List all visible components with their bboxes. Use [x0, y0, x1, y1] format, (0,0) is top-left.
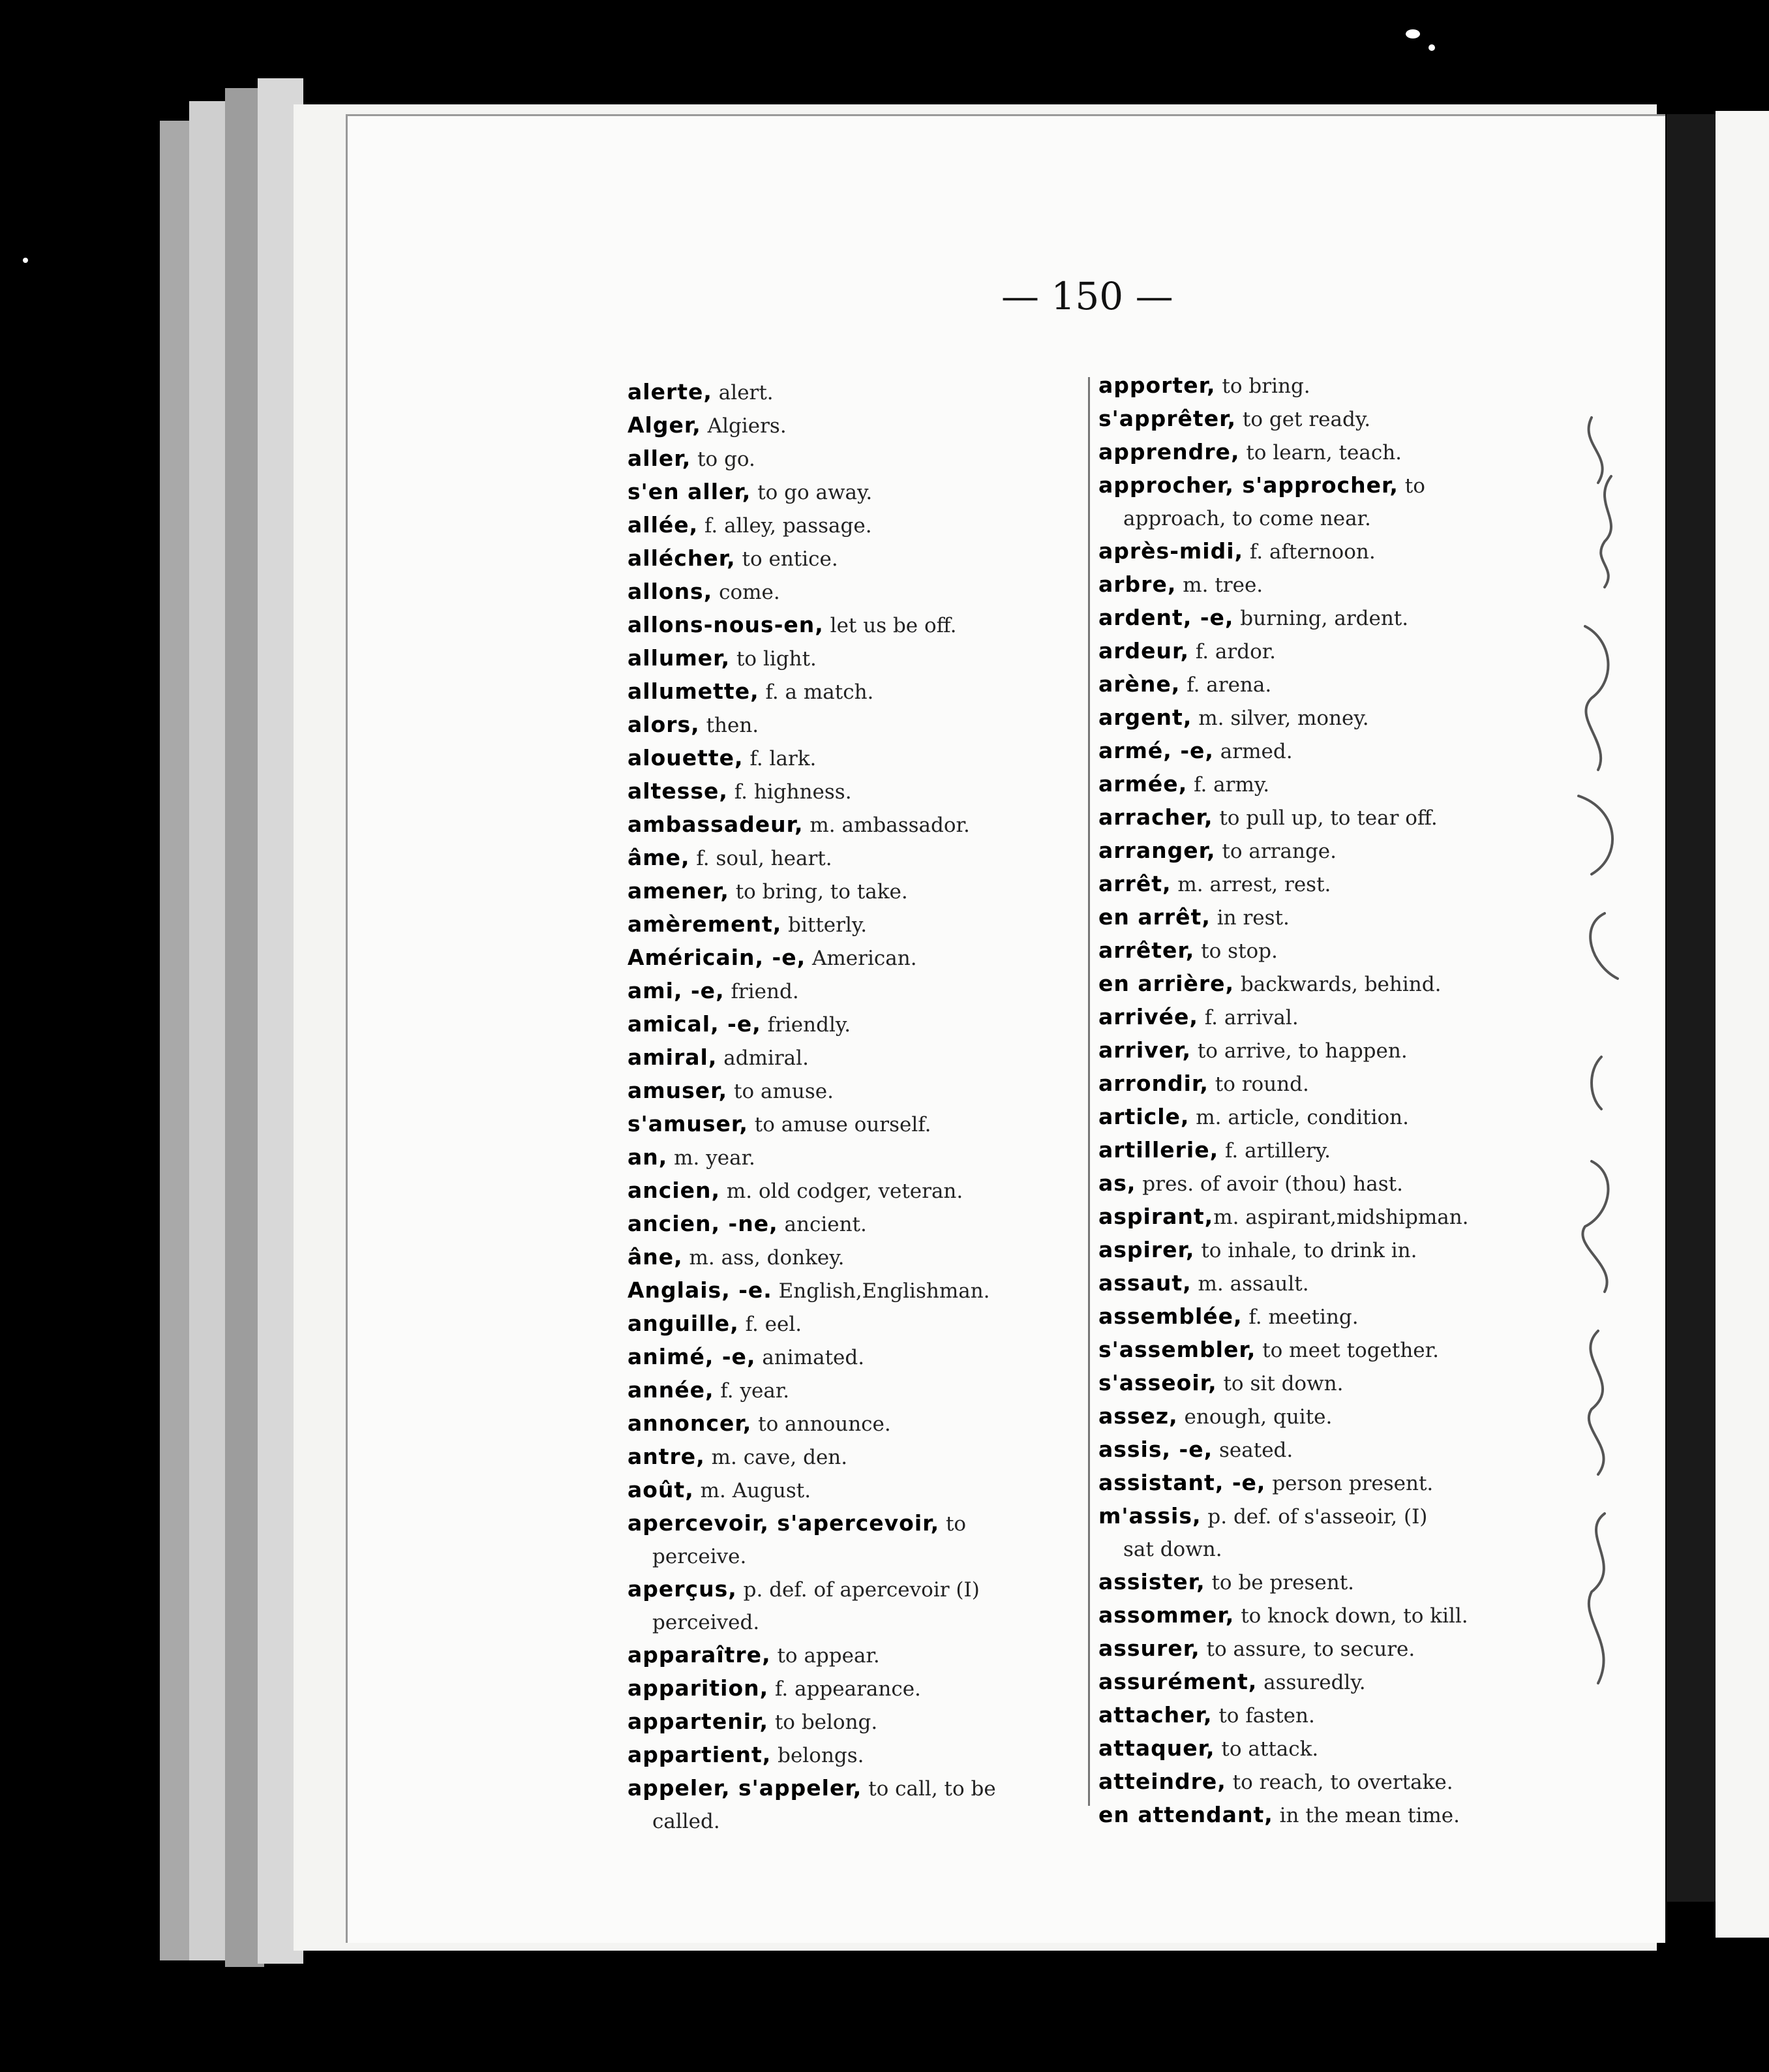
dictionary-entry [1098, 469, 1581, 502]
dictionary-entry [1098, 1533, 1581, 1566]
dictionary-entry [1098, 967, 1581, 1001]
entry-headword: assaut, [1098, 1270, 1192, 1296]
dictionary-entry [627, 875, 1084, 908]
entry-headword: arriver, [1098, 1037, 1191, 1063]
entry-headword: arène, [1098, 671, 1181, 697]
dictionary-entry [627, 1540, 1084, 1573]
entry-definition: to pull up, to tear off. [1213, 806, 1438, 830]
entry-definition: m. article, condition. [1189, 1106, 1409, 1129]
entry-headword: attaquer, [1098, 1735, 1215, 1761]
entry-definition: seated. [1213, 1439, 1293, 1462]
entry-headword: arbre, [1098, 571, 1177, 597]
entry-headword: assister, [1098, 1569, 1205, 1594]
dictionary-entry [627, 1705, 1084, 1739]
facing-page-edge [1716, 111, 1769, 1938]
dictionary-entry [1098, 1200, 1581, 1234]
dictionary-entry [1098, 934, 1581, 967]
dictionary-entry [1098, 668, 1581, 701]
entry-definition: burning, ardent. [1233, 607, 1409, 630]
entry-headword: apercevoir, s'apercevoir, [627, 1510, 940, 1536]
dictionary-entry [627, 941, 1084, 975]
dictionary-entry [627, 376, 1084, 409]
dictionary-entry [627, 1573, 1084, 1606]
dictionary-entry [627, 1474, 1084, 1507]
book-gutter [1667, 114, 1716, 1902]
entry-headword: en attendant, [1098, 1802, 1273, 1827]
entry-definition: m. assault. [1191, 1272, 1309, 1296]
entry-definition: f. soul, heart. [689, 847, 832, 870]
dictionary-entry [1098, 602, 1581, 635]
entry-headword: apporter, [1098, 373, 1216, 398]
entry-headword: allée, [627, 512, 699, 538]
dictionary-entry [627, 1241, 1084, 1274]
entry-headword: allumette, [627, 678, 759, 704]
entry-definition: m. ass, donkey. [682, 1246, 845, 1270]
entry-headword: assurer, [1098, 1636, 1200, 1661]
dictionary-entry [1098, 635, 1581, 668]
entry-definition: to inhale, to drink in. [1194, 1239, 1417, 1262]
entry-headword: août, [627, 1477, 694, 1502]
entry-definition: to amuse. [727, 1080, 834, 1103]
entry-headword: arrêt, [1098, 871, 1172, 896]
dictionary-entry [627, 1008, 1084, 1041]
entry-headword: aller, [627, 446, 691, 471]
dictionary-entry [1098, 735, 1581, 768]
entry-definition: ancient. [778, 1213, 867, 1236]
entry-headword: amical, -e, [627, 1011, 761, 1037]
entry-definition: to sit down. [1217, 1372, 1344, 1395]
entry-definition: come. [712, 581, 780, 604]
entry-definition: armed. [1213, 740, 1293, 763]
dictionary-entry [1098, 1367, 1581, 1400]
entry-headword: ardeur, [1098, 638, 1189, 663]
dictionary-entry [1098, 801, 1581, 834]
entry-headword: allécher, [627, 545, 736, 571]
dictionary-entry [627, 1374, 1084, 1407]
dictionary-entry [1098, 568, 1581, 602]
dictionary-entry [1098, 1500, 1581, 1533]
entry-definition: pres. of avoir (thou) hast. [1136, 1172, 1403, 1196]
entry-headword: ambassadeur, [627, 812, 804, 837]
entry-definition: f. ardor. [1189, 640, 1277, 663]
entry-definition: to [1398, 474, 1425, 498]
entry-definition: to reach, to overtake. [1226, 1771, 1453, 1794]
entry-definition: to bring. [1215, 374, 1310, 398]
entry-headword: atteindre, [1098, 1769, 1226, 1794]
entry-headword: Alger, [627, 412, 701, 438]
entry-definition: in rest. [1210, 906, 1290, 930]
entry-headword: en arrêt, [1098, 904, 1211, 930]
dictionary-entry [1098, 1134, 1581, 1167]
column-divider [1088, 377, 1090, 1806]
entry-headword: alerte, [627, 379, 712, 404]
entry-definition: f. army. [1187, 773, 1270, 797]
dictionary-entry [1098, 1566, 1581, 1599]
dictionary-entry [1098, 1732, 1581, 1765]
dictionary-entry [1098, 1167, 1581, 1200]
entry-definition: to arrive, to happen. [1190, 1039, 1408, 1063]
dictionary-entry [1098, 868, 1581, 901]
entry-definition: friend. [724, 980, 799, 1003]
entry-headword: s'amuser, [627, 1111, 748, 1136]
dictionary-entry [1098, 403, 1581, 436]
entry-headword: armée, [1098, 771, 1188, 797]
entry-headword: s'assembler, [1098, 1337, 1256, 1362]
entry-definition: backwards, behind. [1234, 973, 1442, 996]
entry-headword: attacher, [1098, 1702, 1213, 1728]
entry-headword: amuser, [627, 1078, 728, 1103]
dictionary-entry [627, 1141, 1084, 1174]
dictionary-entry [1098, 701, 1581, 735]
dictionary-entry [627, 609, 1084, 642]
entry-definition: to attack. [1215, 1737, 1319, 1761]
entry-definition: to go. [691, 448, 755, 471]
entry-headword: Américain, -e, [627, 945, 806, 970]
dictionary-entry [627, 1805, 1084, 1838]
dictionary-entry [1098, 1765, 1581, 1799]
entry-headword: appartient, [627, 1742, 772, 1767]
entry-headword: ami, -e, [627, 978, 725, 1003]
entry-definition: to entice. [735, 547, 838, 571]
entry-definition: person present. [1265, 1472, 1434, 1495]
entry-headword: aspirant, [1098, 1204, 1214, 1229]
right-column [1098, 369, 1581, 1832]
entry-definition: to go away. [751, 481, 873, 504]
entry-headword: aspirer, [1098, 1237, 1195, 1262]
dictionary-entry [1098, 369, 1581, 403]
dictionary-entry [1098, 768, 1581, 801]
entry-headword: ancien, [627, 1178, 721, 1203]
entry-definition: m. aspirant,midshipman. [1213, 1206, 1469, 1229]
entry-definition: called. [652, 1810, 720, 1833]
entry-definition: to amuse ourself. [748, 1113, 931, 1136]
entry-definition: m. year. [667, 1146, 755, 1170]
entry-definition: to bring, to take. [729, 880, 908, 904]
dictionary-entry [627, 1507, 1084, 1540]
entry-headword: armé, -e, [1098, 738, 1214, 763]
dictionary-entry [627, 1639, 1084, 1672]
entry-definition: m. silver, money. [1192, 707, 1369, 730]
left-column [627, 376, 1084, 1838]
entry-headword: arrivée, [1098, 1004, 1198, 1029]
entry-headword: animé, -e, [627, 1344, 756, 1369]
dictionary-entry [1098, 1632, 1581, 1666]
dictionary-entry [1098, 1799, 1581, 1832]
dictionary-entry [1098, 834, 1581, 868]
entry-definition: Algiers. [701, 414, 787, 438]
entry-headword: après-midi, [1098, 538, 1244, 564]
entry-headword: assez, [1098, 1403, 1178, 1429]
entry-definition: m. cave, den. [704, 1446, 848, 1469]
entry-definition: perceived. [652, 1611, 760, 1634]
entry-definition: f. alley, passage. [698, 514, 872, 538]
dictionary-entry [627, 708, 1084, 742]
dictionary-entry [1098, 502, 1581, 535]
entry-definition: p. def. of apercevoir (I) [736, 1578, 980, 1602]
dictionary-entry [627, 476, 1084, 509]
entry-headword: approcher, s'approcher, [1098, 472, 1399, 498]
dictionary-entry [627, 1672, 1084, 1705]
entry-definition: m. August. [693, 1479, 811, 1502]
entry-headword: argent, [1098, 705, 1192, 730]
entry-definition: f. appearance. [768, 1677, 921, 1701]
dictionary-entry [627, 1440, 1084, 1474]
dictionary-entry [1098, 1699, 1581, 1732]
entry-definition: to belong. [768, 1711, 878, 1734]
entry-definition: to round. [1208, 1073, 1309, 1096]
entry-headword: arrondir, [1098, 1071, 1209, 1096]
dictionary-entry [1098, 1300, 1581, 1333]
entry-headword: aperçus, [627, 1576, 737, 1602]
entry-definition: to announce. [751, 1412, 891, 1436]
dictionary-entry [627, 775, 1084, 808]
dictionary-entry [627, 409, 1084, 442]
entry-headword: anguille, [627, 1311, 739, 1336]
entry-headword: s'en aller, [627, 479, 751, 504]
entry-headword: altesse, [627, 778, 728, 804]
entry-definition: f. eel. [738, 1313, 802, 1336]
entry-headword: appeler, s'appeler, [627, 1775, 862, 1801]
dictionary-entry [1098, 436, 1581, 469]
entry-definition: f. a match. [759, 680, 874, 704]
entry-definition: f. meeting. [1242, 1305, 1359, 1329]
entry-definition: admiral. [717, 1046, 809, 1070]
dictionary-entry [1098, 1400, 1581, 1433]
dictionary-entry [1098, 1001, 1581, 1034]
entry-definition: f. arena. [1180, 673, 1272, 697]
entry-definition: m. tree. [1176, 573, 1263, 597]
entry-definition: bitterly. [781, 913, 868, 937]
scan-speck [23, 258, 28, 263]
scan-speck [1429, 44, 1435, 51]
entry-definition: to light. [730, 647, 817, 671]
entry-headword: assurément, [1098, 1669, 1258, 1694]
dictionary-entry [627, 1208, 1084, 1241]
dictionary-entry [627, 1307, 1084, 1341]
dictionary-entry [627, 442, 1084, 476]
entry-definition: to [939, 1512, 967, 1536]
dictionary-entry [627, 675, 1084, 708]
dictionary-entry [1098, 1101, 1581, 1134]
entry-definition: to meet together. [1256, 1339, 1439, 1362]
dictionary-entry [627, 1174, 1084, 1208]
entry-headword: en arrière, [1098, 971, 1235, 996]
entry-definition: f. highness. [727, 780, 852, 804]
entry-headword: alouette, [627, 745, 744, 770]
entry-definition: friendly. [761, 1013, 851, 1037]
entry-headword: allons, [627, 579, 713, 604]
entry-headword: amener, [627, 878, 729, 904]
entry-headword: an, [627, 1144, 668, 1170]
entry-definition: belongs. [771, 1744, 864, 1767]
entry-definition: English,Englishman. [772, 1279, 990, 1303]
entry-definition: to arrange. [1215, 840, 1337, 863]
scan-speck [1406, 29, 1420, 38]
entry-headword: alors, [627, 712, 700, 737]
entry-headword: antre, [627, 1444, 705, 1469]
dictionary-entry [627, 842, 1084, 875]
entry-definition: m. old codger, veteran. [720, 1180, 963, 1203]
dictionary-entry [627, 1407, 1084, 1440]
entry-headword: année, [627, 1377, 714, 1403]
dictionary-entry [1098, 1467, 1581, 1500]
entry-definition: f. year. [714, 1379, 790, 1403]
entry-definition: American. [806, 947, 917, 970]
dictionary-entry [627, 1772, 1084, 1805]
entry-definition: f. lark. [743, 747, 817, 770]
dictionary-entry [627, 575, 1084, 609]
entry-definition: to learn, teach. [1239, 441, 1402, 465]
entry-headword: artillerie, [1098, 1137, 1219, 1163]
entry-definition: animated. [755, 1346, 865, 1369]
entry-definition: f. arrival. [1198, 1006, 1299, 1029]
entry-definition: to fasten. [1212, 1704, 1315, 1728]
entry-definition: to get ready. [1236, 408, 1371, 431]
entry-headword: apparition, [627, 1675, 769, 1701]
dictionary-entry [627, 1074, 1084, 1108]
dictionary-entry [1098, 1067, 1581, 1101]
entry-headword: Anglais, -e. [627, 1277, 772, 1303]
entry-headword: article, [1098, 1104, 1190, 1129]
handwritten-note [1552, 404, 1650, 1735]
dictionary-entry [1098, 1234, 1581, 1267]
dictionary-entry [627, 1041, 1084, 1074]
entry-definition: p. def. of s'asseoir, (I) [1201, 1505, 1428, 1529]
dictionary-entry [1098, 1433, 1581, 1467]
entry-definition: perceive. [652, 1545, 747, 1568]
entry-definition: m. arrest, rest. [1171, 873, 1331, 896]
entry-headword: s'apprêter, [1098, 406, 1237, 431]
entry-headword: assistant, -e, [1098, 1470, 1266, 1495]
entry-headword: allons-nous-en, [627, 612, 824, 637]
dictionary-entry [1098, 535, 1581, 568]
dictionary-entry [627, 642, 1084, 675]
dictionary-entry [627, 1606, 1084, 1639]
dictionary-entry [1098, 901, 1581, 934]
entry-definition: to assure, to secure. [1200, 1638, 1415, 1661]
entry-definition: in the mean time. [1273, 1804, 1460, 1827]
dictionary-entry [627, 542, 1084, 575]
entry-headword: assemblée, [1098, 1303, 1243, 1329]
entry-definition: f. artillery. [1218, 1139, 1331, 1163]
dictionary-entry [627, 1739, 1084, 1772]
dictionary-entry [1098, 1333, 1581, 1367]
dictionary-entry [627, 742, 1084, 775]
dictionary-entry [1098, 1267, 1581, 1300]
entry-definition: enough, quite. [1177, 1405, 1333, 1429]
entry-headword: as, [1098, 1170, 1136, 1196]
entry-definition: to be present. [1205, 1571, 1355, 1594]
entry-definition: let us be off. [823, 614, 957, 637]
entry-headword: arranger, [1098, 838, 1216, 863]
entry-definition: approach, to come near. [1123, 507, 1371, 530]
entry-definition: to call, to be [862, 1777, 996, 1801]
entry-definition: sat down. [1123, 1538, 1222, 1561]
entry-headword: arracher, [1098, 804, 1213, 830]
entry-headword: appartenir, [627, 1709, 768, 1734]
entry-definition: f. afternoon. [1243, 540, 1376, 564]
entry-headword: allumer, [627, 645, 731, 671]
entry-definition: then. [699, 714, 759, 737]
entry-definition: assuredly. [1257, 1671, 1366, 1694]
entry-headword: assis, -e, [1098, 1437, 1213, 1462]
entry-headword: apparaître, [627, 1642, 771, 1668]
dictionary-entry [1098, 1666, 1581, 1699]
entry-definition: to stop. [1194, 939, 1278, 963]
entry-definition: to knock down, to kill. [1234, 1604, 1468, 1628]
dictionary-entry [627, 1341, 1084, 1374]
entry-headword: s'asseoir, [1098, 1370, 1217, 1395]
dictionary-entry [627, 808, 1084, 842]
entry-headword: m'assis, [1098, 1503, 1202, 1529]
entry-headword: assommer, [1098, 1602, 1235, 1628]
dictionary-entry [627, 975, 1084, 1008]
entry-headword: âme, [627, 845, 690, 870]
dictionary-entry [1098, 1034, 1581, 1067]
entry-headword: ancien, -ne, [627, 1211, 778, 1236]
dictionary-entry [627, 1274, 1084, 1307]
entry-definition: to appear. [770, 1644, 880, 1668]
entry-headword: annoncer, [627, 1410, 752, 1436]
entry-headword: âne, [627, 1244, 683, 1270]
dictionary-entry [627, 908, 1084, 941]
entry-definition: alert. [712, 381, 774, 404]
entry-headword: amiral, [627, 1044, 718, 1070]
entry-headword: amèrement, [627, 911, 782, 937]
entry-headword: arrêter, [1098, 937, 1195, 963]
entry-definition: m. ambassador. [803, 814, 970, 837]
dictionary-entry [1098, 1599, 1581, 1632]
entry-headword: ardent, -e, [1098, 605, 1234, 630]
entry-headword: apprendre, [1098, 439, 1240, 465]
dictionary-entry [627, 1108, 1084, 1141]
dictionary-entry [627, 509, 1084, 542]
